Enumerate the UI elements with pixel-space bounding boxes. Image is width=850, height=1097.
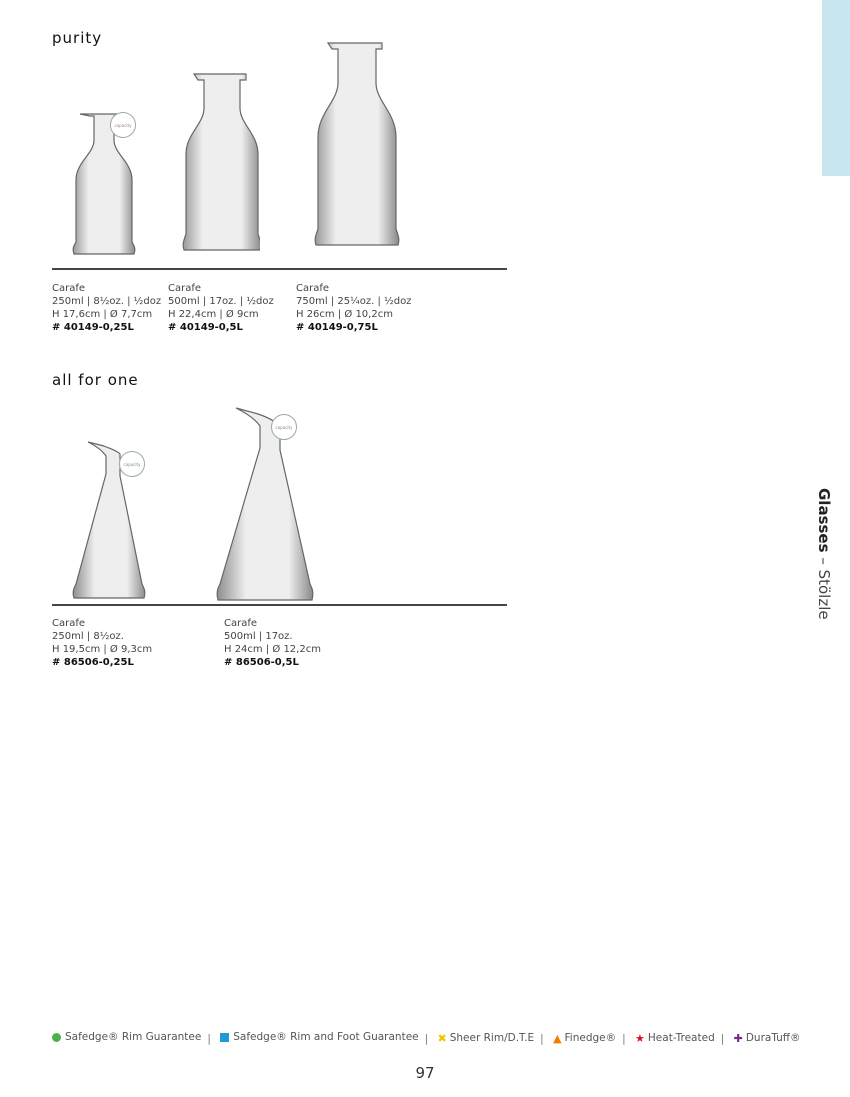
- side-title: [815, 488, 833, 618]
- carafe-purity-500-image: [180, 72, 260, 262]
- product-allforone-250: [52, 617, 152, 669]
- page-number: 97: [415, 1064, 435, 1082]
- product-capacity: 250ml | 8½oz.: [52, 631, 124, 642]
- product-code: # 40149-0,25L: [52, 322, 134, 333]
- product-name: Carafe: [52, 618, 86, 629]
- product-size: H 22,4cm | Ø 9cm: [168, 309, 259, 320]
- legend-label: Safedge® Rim Guarantee: [65, 1031, 202, 1043]
- product-name: Carafe: [296, 283, 330, 294]
- side-title-rest: – Stölzle: [815, 552, 833, 620]
- product-size: H 26cm | Ø 10,2cm: [296, 309, 393, 320]
- legend-item: [635, 1032, 715, 1045]
- product-capacity: 250ml | 8½oz. | ½doz: [52, 296, 162, 307]
- product-purity-250: [52, 282, 161, 334]
- legend-label: Heat-Treated: [647, 1032, 715, 1044]
- product-purity-500: [168, 282, 274, 334]
- product-code: # 86506-0,5L: [224, 657, 299, 668]
- section-tab: [822, 0, 850, 176]
- square-icon: [220, 1033, 229, 1042]
- legend-item: [553, 1032, 616, 1045]
- circle-icon: [52, 1033, 61, 1042]
- legend-item: [52, 1031, 201, 1043]
- legend-label: DuraTuff®: [745, 1032, 801, 1044]
- product-size: H 19,5cm | Ø 9,3cm: [52, 644, 153, 655]
- product-code: # 40149-0,75L: [296, 322, 378, 333]
- carafe-allforone-500-image: [214, 406, 318, 602]
- legend-item: [220, 1031, 418, 1043]
- section-title-purity: purity: [52, 29, 103, 47]
- section-divider: [52, 604, 507, 606]
- side-title-bold: Glasses: [815, 488, 833, 553]
- capacity-badge: capacity: [119, 451, 145, 477]
- legend-label: Sheer Rim/D.T.E: [449, 1032, 535, 1044]
- product-code: # 40149-0,5L: [168, 322, 243, 333]
- product-size: H 17,6cm | Ø 7,7cm: [52, 309, 153, 320]
- product-name: Carafe: [224, 618, 258, 629]
- plus-icon: ✚: [733, 1031, 743, 1045]
- legend-item: [438, 1032, 535, 1045]
- product-capacity: 500ml | 17oz. | ½doz: [168, 296, 274, 307]
- product-size: H 24cm | Ø 12,2cm: [224, 644, 321, 655]
- legend: Safedge® Rim Guarantee | Safedge® Rim and Foot Guarantee | ✖ Sheer Rim/D.T.E | ▲ Finedge® | ★ Heat-Treated | ✚ DuraTuff®: [52, 1031, 801, 1045]
- product-name: Carafe: [168, 283, 202, 294]
- product-capacity: 750ml | 25¼oz. | ½doz: [296, 296, 412, 307]
- product-allforone-500: [224, 617, 321, 669]
- star-icon: ★: [635, 1031, 645, 1045]
- carafe-purity-750-image: [312, 40, 402, 262]
- legend-label: Finedge®: [564, 1032, 617, 1044]
- capacity-badge: capacity: [271, 414, 297, 440]
- legend-label: Safedge® Rim and Foot Guarantee: [233, 1031, 419, 1043]
- section-divider: [52, 268, 507, 270]
- capacity-badge: capacity: [110, 112, 136, 138]
- cross-icon: ✖: [437, 1031, 447, 1045]
- triangle-icon: ▲: [553, 1031, 562, 1045]
- section-title-all-for-one: all for one: [52, 371, 139, 389]
- legend-item: [734, 1032, 801, 1045]
- product-capacity: 500ml | 17oz.: [224, 631, 293, 642]
- product-code: # 86506-0,25L: [52, 657, 134, 668]
- product-purity-750: [296, 282, 411, 334]
- product-name: Carafe: [52, 283, 86, 294]
